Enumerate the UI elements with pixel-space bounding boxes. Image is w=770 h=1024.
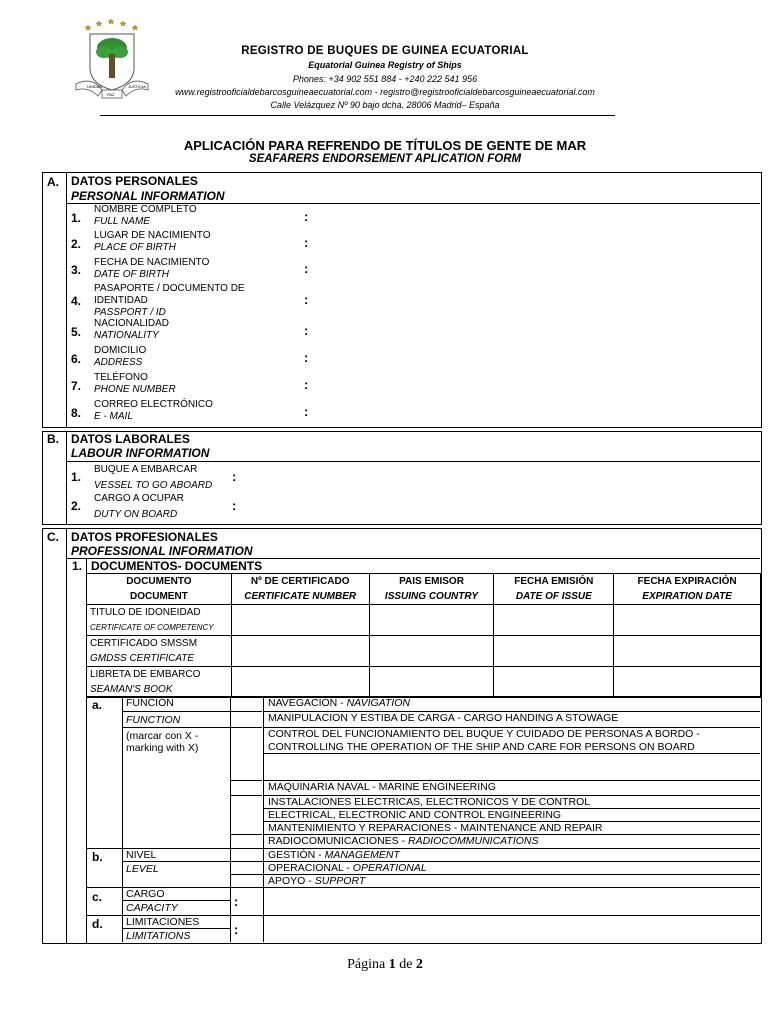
column-header: FECHA EXPIRACIÓN: [614, 574, 761, 590]
document-cell-input[interactable]: [614, 667, 761, 698]
field-number: 2.: [71, 237, 82, 251]
registry-web[interactable]: www.registrooficialdebarcosguineaecuatorial.com - registro@registrooficialdebarcosguineaecuatorial.com: [175, 87, 595, 97]
field-value-input[interactable]: :: [304, 323, 309, 338]
function-checkbox[interactable]: [231, 696, 262, 712]
header-divider: [100, 115, 615, 116]
section-c-subtitle: PROFESSIONAL INFORMATION: [71, 544, 253, 558]
personal-field-row: [66, 372, 760, 399]
field-number: 1.: [71, 211, 82, 225]
document-cell-input[interactable]: [614, 636, 761, 667]
document-cell-input[interactable]: [369, 667, 494, 698]
field-value-input[interactable]: :: [304, 292, 309, 307]
level-option-label: APOYO - SUPPORT: [268, 875, 366, 887]
registry-address: Calle Velázquez Nº 90 bajo dcha. 28006 Madrid– España: [270, 100, 500, 110]
document-name: CERTIFICADO SMSSM: [87, 636, 232, 652]
table-row: [87, 605, 761, 621]
capacity-label-divider: [122, 900, 230, 901]
docs-column-header-en: [87, 589, 761, 605]
form-title: APLICACIÓN PARA REFRENDO DE TÍTULOS DE GENTE DE MAR: [183, 138, 587, 153]
document-cell-input[interactable]: [231, 667, 369, 698]
registry-title: REGISTRO DE BUQUES DE GUINEA ECUATORIAL: [241, 45, 529, 57]
personal-field-row: [66, 345, 760, 372]
personal-field-row: [66, 257, 760, 283]
column-header-en: DOCUMENT: [87, 589, 232, 605]
level-option-label: GESTIÓN - MANAGEMENT: [268, 849, 400, 861]
document-cell-input[interactable]: [369, 636, 494, 667]
field-label: NACIONALIDAD NATIONALITY: [94, 318, 170, 341]
capacity-label: CARGO: [126, 888, 165, 900]
section-a-title: DATOS PERSONALES: [71, 174, 198, 188]
document-cell-input[interactable]: [494, 667, 614, 698]
field-number: 5.: [71, 325, 82, 339]
field-label: CARGO A OCUPAR DUTY ON BOARD: [94, 493, 184, 520]
field-label: NOMBRE COMPLETO FULL NAME: [94, 204, 197, 227]
personal-field-row: [66, 318, 760, 345]
function-option-label: INSTALACIONES ELECTRICAS, ELECTRONICOS Y DE CONTROL: [268, 796, 591, 808]
section-b-subtitle: LABOUR INFORMATION: [71, 446, 210, 460]
document-name-en: SEAMAN'S BOOK: [87, 682, 232, 698]
document-cell-input[interactable]: [494, 605, 614, 636]
field-label: LUGAR DE NACIMIENTO PLACE OF BIRTH: [94, 230, 211, 253]
sub-letter-col-line: [122, 696, 123, 942]
function-line-divider: [263, 821, 760, 822]
limitations-label-en: LIMITATIONS: [126, 930, 191, 942]
capacity-letter: c.: [92, 890, 103, 904]
function-option-label: MAQUINARIA NAVAL - MARINE ENGINEERING: [268, 781, 496, 793]
field-number: 4.: [71, 294, 82, 308]
function-label-divider: [122, 727, 230, 728]
function-line-divider: [263, 808, 760, 809]
section-a-subtitle: PERSONAL INFORMATION: [71, 189, 225, 203]
personal-field-row: [66, 230, 760, 257]
docs-column-header-es: [87, 574, 761, 590]
function-checkbox[interactable]: [231, 795, 262, 835]
docs-number: 1.: [72, 559, 83, 573]
column-header: Nº DE CERTIFICADO: [231, 574, 369, 590]
column-header-en: DATE OF ISSUE: [494, 589, 614, 605]
field-value-input[interactable]: :: [232, 498, 237, 513]
field-value-input[interactable]: :: [304, 350, 309, 365]
table-row: [87, 667, 761, 683]
field-value-input[interactable]: :: [304, 209, 309, 224]
function-note: (marcar con X - marking with X): [126, 730, 199, 754]
level-checkbox[interactable]: [231, 848, 262, 861]
document-name: TITULO DE IDONEIDAD: [87, 605, 232, 621]
form-subtitle: SEAFARERS ENDORSEMENT APLICATION FORM: [248, 153, 522, 165]
document-cell-input[interactable]: [494, 636, 614, 667]
document-cell-input[interactable]: [231, 605, 369, 636]
function-letter: a.: [92, 698, 103, 712]
function-option-label: ELECTRICAL, ELECTRONIC AND CONTROL ENGINEERING: [268, 809, 562, 821]
section-a-letter: A.: [47, 175, 59, 189]
function-option-label: NAVEGACIÓN - NAVIGATION: [268, 697, 410, 709]
field-number: 7.: [71, 379, 82, 393]
personal-field-row: [66, 203, 760, 231]
level-checkbox[interactable]: [231, 861, 262, 874]
section-c-letter: C.: [47, 530, 59, 544]
level-letter: b.: [92, 850, 103, 864]
function-label-en: FUNCTION: [126, 714, 181, 726]
total-pages: 2: [415, 957, 423, 972]
field-label: PASAPORTE / DOCUMENTO DE IDENTIDAD PASSPORT / ID: [94, 283, 245, 318]
level-checkbox[interactable]: [231, 874, 262, 887]
document-cell-input[interactable]: [231, 636, 369, 667]
document-name-en: GMDSS CERTIFICATE: [87, 651, 232, 667]
field-label: TELÉFONO PHONE NUMBER: [94, 372, 176, 395]
field-value-input[interactable]: :: [304, 404, 309, 419]
field-value-input[interactable]: :: [304, 235, 309, 250]
field-number: 1.: [71, 470, 82, 484]
field-label: BUQUE A EMBARCAR VESSEL TO GO ABOARD: [94, 464, 213, 491]
labour-field-row: [66, 461, 760, 492]
function-option-label: MANIPULACION Y ESTIBA DE CARGA - CARGO HANDING A STOWAGE: [268, 712, 619, 724]
page-footer: Página 1 de 2: [347, 957, 423, 972]
field-value-input[interactable]: :: [304, 261, 309, 276]
level-label-divider: [122, 861, 230, 862]
limitations-label: LIMITACIONES: [126, 916, 200, 928]
column-header-en: CERTIFICATE NUMBER: [231, 589, 369, 605]
labour-field-row: [66, 491, 760, 521]
column-header: FECHA EMISIÓN: [494, 574, 614, 590]
registry-phones: Phones: +34 902 551 884 - +240 222 541 956: [292, 74, 478, 84]
limitations-label-divider: [122, 928, 230, 929]
level-label: NIVEL: [126, 849, 157, 861]
field-label: DOMICILIO ADDRESS: [94, 345, 147, 368]
limitations-input[interactable]: :: [234, 922, 239, 937]
section-c-title: DATOS PROFESIONALES: [71, 530, 218, 544]
field-number: 3.: [71, 263, 82, 277]
function-checkbox[interactable]: [231, 834, 262, 849]
limitations-letter: d.: [92, 917, 103, 931]
section-b-title: DATOS LABORALES: [71, 432, 190, 446]
column-header-en: ISSUING COUNTRY: [369, 589, 494, 605]
column-header: DOCUMENTO: [87, 574, 232, 590]
capacity-divider: [86, 887, 760, 888]
field-label: CORREO ELECTRÓNICO E - MAIL: [94, 399, 213, 422]
svg-text:JUSTICIA: JUSTICIA: [128, 84, 146, 89]
docs-title: DOCUMENTOS- DOCUMENTS: [91, 559, 263, 573]
level-option-label: OPERACIONAL - OPERATIONAL: [268, 862, 427, 874]
function-option-label: CONTROLLING THE OPERATION OF THE SHIP AND CARE FOR PERSONS ON BOARD: [268, 741, 695, 753]
function-label-divider: [122, 711, 230, 712]
function-checkbox[interactable]: [231, 711, 262, 728]
section-c-letter-col: [42, 528, 67, 944]
field-number: 6.: [71, 352, 82, 366]
personal-field-row: [66, 399, 760, 426]
svg-text:UNIDAD: UNIDAD: [87, 84, 103, 89]
svg-text:PAZ: PAZ: [107, 92, 115, 97]
column-header: PAIS EMISOR: [369, 574, 494, 590]
function-checkbox[interactable]: [231, 780, 262, 796]
section-b-letter: B.: [47, 432, 59, 446]
column-header-en: EXPIRATION DATE: [614, 589, 761, 605]
personal-field-row: [66, 283, 760, 318]
field-number: 2.: [71, 499, 82, 513]
capacity-input[interactable]: :: [234, 894, 239, 909]
field-number: 8.: [71, 406, 82, 420]
function-label: FUNCIÓN: [126, 697, 174, 709]
level-label-en: LEVEL: [126, 863, 159, 875]
section-a-letter-col: [42, 172, 67, 428]
document-name: LIBRETA DE EMBARCO: [87, 667, 232, 683]
table-row: [87, 636, 761, 652]
level-divider: [86, 848, 760, 849]
document-cell-input[interactable]: [614, 605, 761, 636]
capacity-label-en: CAPACITY: [126, 902, 178, 914]
current-page: 1: [388, 957, 396, 972]
field-value-input[interactable]: :: [232, 469, 237, 484]
documents-table: [86, 573, 761, 698]
document-cell-input[interactable]: [369, 605, 494, 636]
document-name-en: CERTIFICATE OF COMPETENCY: [87, 620, 232, 636]
function-option-label: MANTENIMIENTO Y REPARACIONES - MAINTENANCE AND REPAIR: [268, 822, 603, 834]
field-label: FECHA DE NACIMIENTO DATE OF BIRTH: [94, 257, 210, 280]
registry-subtitle: Equatorial Guinea Registry of Ships: [308, 60, 462, 70]
function-checkbox[interactable]: [231, 727, 262, 781]
function-option-label: RADIOCOMUNICACIONES - RADIOCOMMUNICATIONS: [268, 835, 539, 847]
function-line-divider: [263, 753, 760, 754]
function-option-label: CONTROL DEL FUNCIONAMIENTO DEL BUQUE Y CUIDADO DE PERSONAS A BORDO -: [268, 728, 700, 740]
field-value-input[interactable]: :: [304, 377, 309, 392]
